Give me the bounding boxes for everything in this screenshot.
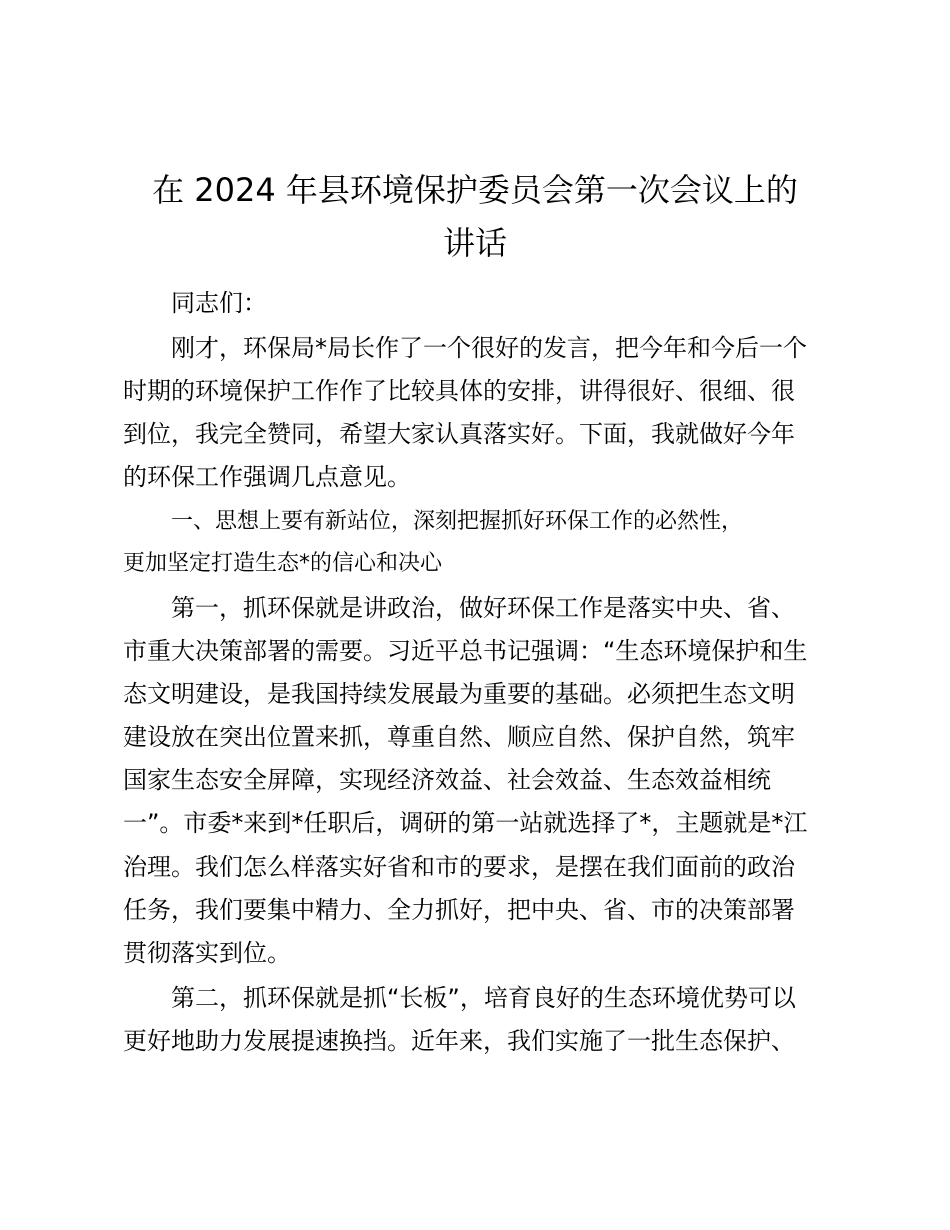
paragraph-2-line: 任务，我们要集中精力、全力抓好，把中央、省、市的决策部署 — [123, 896, 795, 924]
paragraph-2-line: 国家生态安全屏障，实现经济效益、社会效益、生态效益相统 — [123, 766, 771, 794]
paragraph-2-line: 建设放在突出位置来抓，尊重自然、顺应自然、保护自然，筑牢 — [123, 723, 795, 751]
paragraph-2-line: 一”。市委*来到*任职后，调研的第一站就选择了*，主题就是*江 — [123, 809, 808, 837]
paragraph-1-line: 到位，我完全赞同，希望大家认真落实好。下面，我就做好今年 — [123, 420, 795, 448]
document-title-line-1: 在 2024 年县环境保护委员会第一次会议上的 — [152, 171, 798, 209]
paragraph-1-line: 时期的环境保护工作作了比较具体的安排，讲得很好、很细、很 — [123, 377, 795, 405]
paragraph-2-line: 态文明建设，是我国持续发展最为重要的基础。必须把生态文明 — [123, 680, 795, 708]
paragraph-2-line: 治理。我们怎么样落实好省和市的要求，是摆在我们面前的政治 — [123, 853, 795, 881]
section-heading-line: 一、思想上要有新站位，深刻把握抓好环保工作的必然性， — [171, 509, 744, 534]
section-heading-line: 更加坚定打造生态*的信心和决心 — [123, 551, 443, 576]
paragraph-1-line: 刚才，环保局*局长作了一个很好的发言，把今年和今后一个 — [171, 334, 807, 362]
paragraph-3-line: 第二，抓环保就是抓“长板”，培育良好的生态环境优势可以 — [171, 984, 796, 1012]
salutation: 同志们： — [171, 289, 267, 317]
document-title-line-2: 讲话 — [442, 224, 507, 262]
paragraph-2-line: 市重大决策部署的需要。习近平总书记强调：“生态环境保护和生 — [123, 637, 808, 665]
paragraph-1-line: 的环保工作强调几点意见。 — [123, 463, 411, 491]
paragraph-3-line: 更好地助力发展提速换挡。近年来，我们实施了一批生态保护、 — [123, 1027, 795, 1055]
paragraph-2-line: 贯彻落实到位。 — [123, 939, 291, 967]
paragraph-2-line: 第一，抓环保就是讲政治，做好环保工作是落实中央、省、 — [171, 594, 795, 622]
